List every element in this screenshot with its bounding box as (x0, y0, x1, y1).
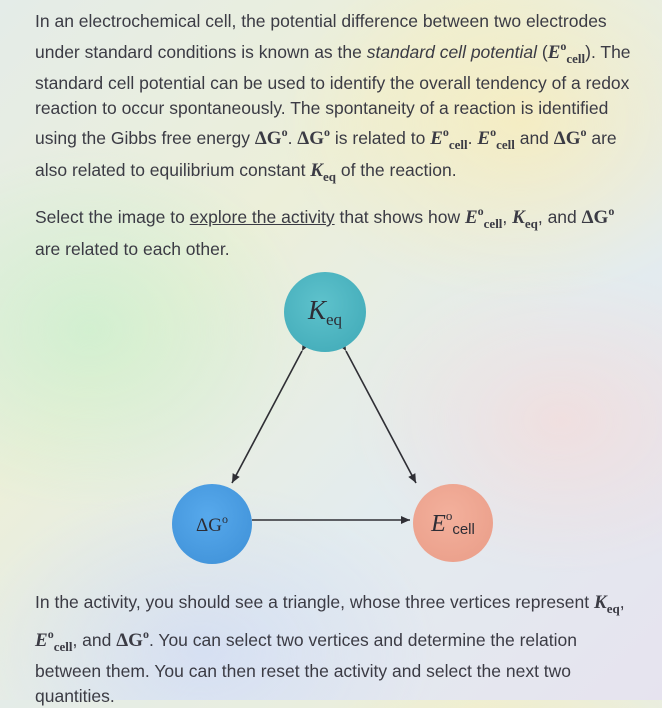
arrow-keq-ecell (346, 351, 416, 483)
instruction-paragraph: Select the image to explore the activity that shows how $E^o_{cell}$, $K_{eq}$, and $\Delta G^o$ are related to each other. (35, 204, 615, 259)
vertex-delta-g-label: $\Delta G^o$ (196, 511, 228, 536)
vertex-e-cell-label: $E^ocell$ (431, 508, 475, 538)
intro-paragraph: In an electrochemical cell, the potential difference between two electrodes under standard conditions is known as the standard cell potential $(E^o_{cell})$. The standard cell potential can be used to identify the overall tendency of a redox reaction to occur spontaneously. The spontaneity of a reaction is identified using the Gibbs free energy $\Delta G^o$. $\Delta G^o$ is related to $E^o_{cell}$. $E^o_{cell}$ and $\Delta G^o$ are also related to equilibrium constant $K_{eq}$ of the reaction. (35, 11, 631, 184)
outro-paragraph: In the activity, you should see a triangle, whose three vertices represent $K_{eq}$, $E^o_{cell}$, and $\Delta G^o$. You can select two vertices and determine the relation between them. You can then reset the activity and select the next two quantities. (35, 592, 625, 706)
vertex-e-cell[interactable] (413, 484, 493, 562)
vertex-keq-label: $K_{eq}$ (307, 294, 343, 329)
vertex-delta-g[interactable] (172, 484, 252, 564)
explore-activity-link[interactable]: explore the activity (189, 207, 335, 227)
arrow-keq-dg (232, 351, 302, 483)
vertex-keq[interactable] (284, 272, 366, 352)
